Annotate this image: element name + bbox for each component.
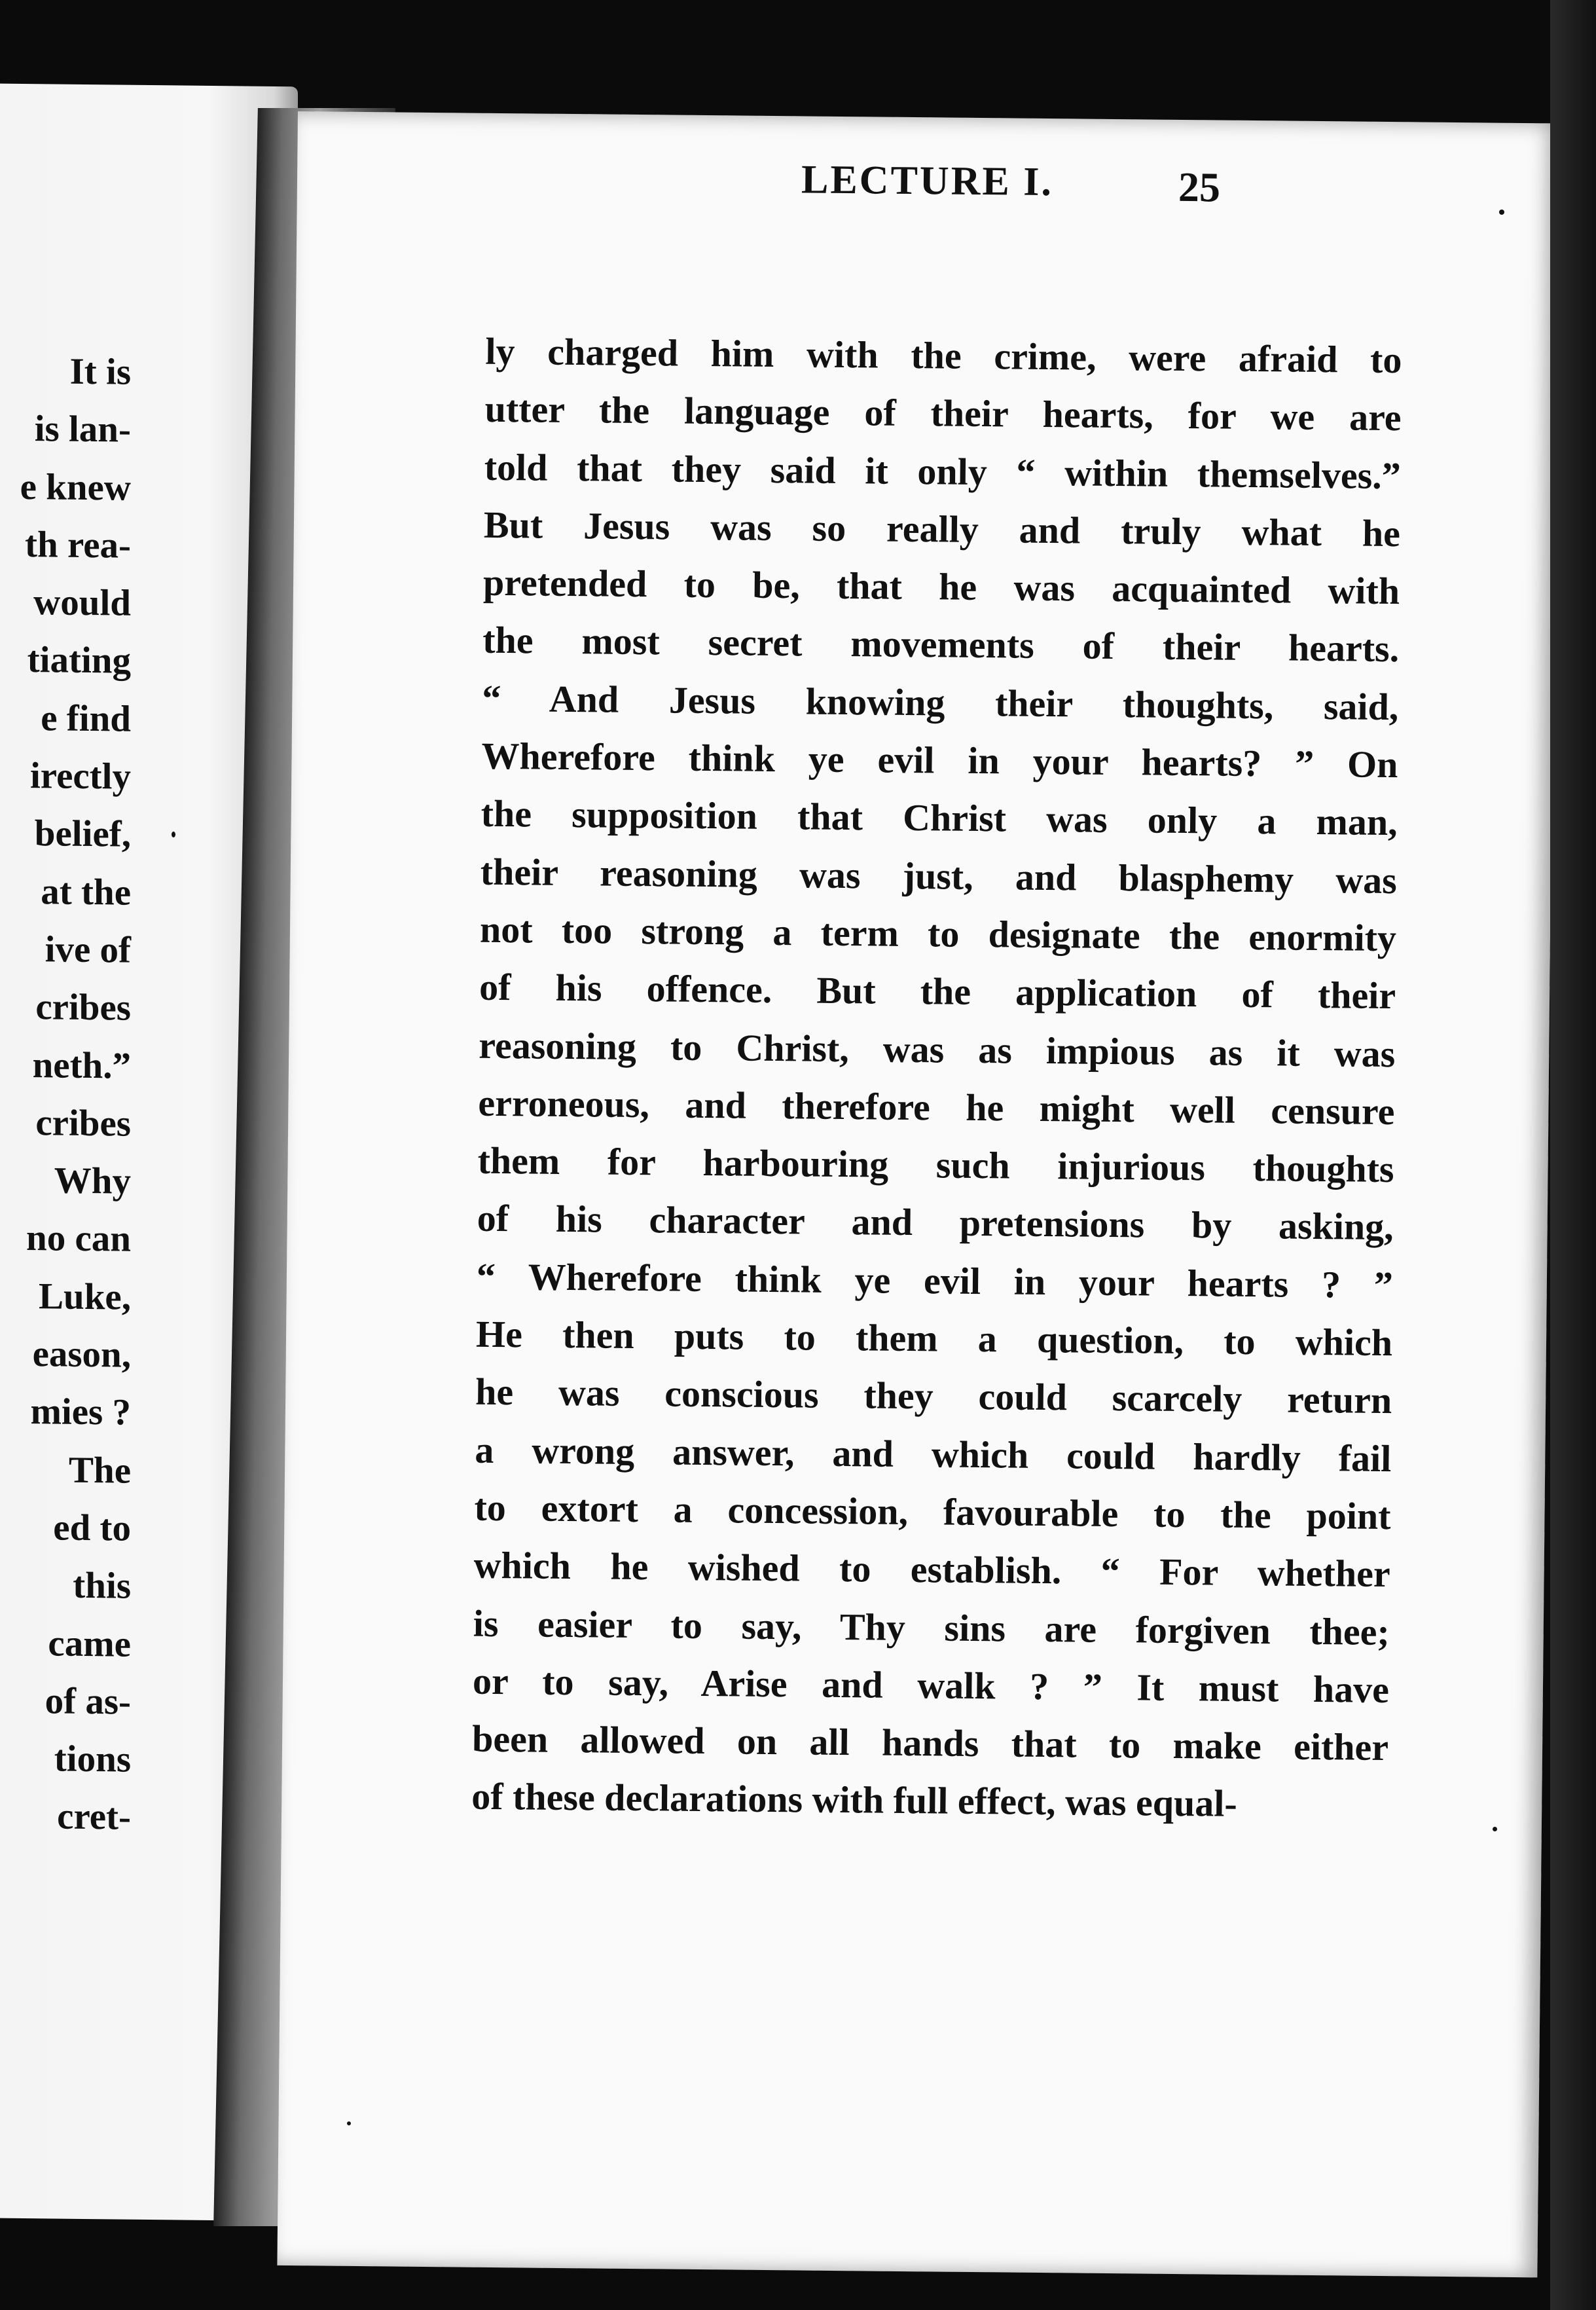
body-line: to extort a concession, favourable to the point	[474, 1486, 1391, 1538]
left-page-line: e find	[41, 697, 131, 740]
body-line: the most secret movements of their hearts.	[482, 619, 1400, 670]
ink-speck	[347, 2121, 351, 2125]
left-page-line: ed to	[53, 1507, 131, 1549]
body-line: he was conscious they could scarcely return	[475, 1370, 1392, 1422]
body-line: a wrong answer, and which could hardly fail	[475, 1428, 1392, 1480]
left-page-line: of as-	[45, 1680, 131, 1723]
left-page-line: eason,	[32, 1333, 131, 1376]
body-line: of his offence. But the application of their	[479, 965, 1396, 1018]
left-page-line: cribes	[35, 986, 131, 1029]
body-line: them for harbouring such injurious thoughts	[477, 1139, 1394, 1191]
right-page	[277, 111, 1557, 2277]
body-line: not too strong a term to designate the enormity	[479, 908, 1397, 960]
left-page-line: Why	[54, 1160, 131, 1202]
running-head	[395, 153, 1221, 219]
body-line: ly charged him with the crime, were afraid to	[485, 329, 1402, 382]
left-page-line: is lan-	[34, 408, 131, 451]
body-line: utter the language of their hearts, for we are	[484, 388, 1402, 439]
ink-speck	[172, 832, 175, 837]
body-line: reasoning to Christ, was as impious as it was	[479, 1023, 1396, 1075]
left-page-line: The	[68, 1449, 131, 1492]
left-page-line: irectly	[29, 755, 131, 798]
body-line: pretended to be, that he was acquainted with	[482, 560, 1400, 613]
left-page-line: no can	[26, 1217, 131, 1260]
running-head-title: LECTURE I.	[801, 157, 1054, 205]
body-line: But Jesus was so really and truly what he	[483, 503, 1401, 555]
body-line: Wherefore think ye evil in your hearts? ” On	[481, 734, 1398, 786]
body-line: or to say, Arise and walk ? ” It must have	[472, 1659, 1390, 1711]
left-page-line: cret-	[57, 1795, 131, 1839]
left-page-line: th rea-	[25, 523, 131, 566]
body-text	[471, 323, 1402, 1835]
left-page-line: this	[73, 1565, 131, 1607]
left-page-line: neth.”	[32, 1044, 131, 1087]
left-page-line: would	[33, 581, 131, 624]
body-line: their reasoning was just, and blasphemy was	[480, 850, 1398, 902]
left-page-line: mies ?	[30, 1391, 131, 1434]
left-page-line: tions	[54, 1738, 131, 1780]
left-page-line: at the	[41, 870, 131, 913]
body-line: the supposition that Christ was only a man,	[481, 792, 1398, 844]
page-number: 25	[1178, 163, 1221, 211]
body-line: of these declarations with full effect, was equal-	[471, 1775, 1238, 1825]
body-line: which he wished to establish. “ For whether	[473, 1543, 1390, 1596]
left-page-line: It is	[69, 350, 131, 393]
body-line: been allowed on all hands that to make either	[471, 1717, 1389, 1769]
left-page-line: cribes	[35, 1102, 131, 1145]
body-line: “ And Jesus knowing their thoughts, said,	[482, 676, 1399, 728]
right-scan-edge	[1550, 0, 1596, 2310]
body-line: of his character and pretensions by asking,	[477, 1197, 1394, 1249]
left-page-text	[0, 340, 131, 1846]
left-page-line: came	[48, 1622, 131, 1665]
body-line: told that they said it only “ within themselves.”	[484, 445, 1402, 497]
ink-speck	[1499, 210, 1504, 215]
body-line: “ Wherefore think ye evil in your hearts ? ”	[476, 1255, 1394, 1306]
left-page-line: Luke,	[39, 1275, 131, 1318]
ink-speck	[1493, 1827, 1497, 1831]
left-page-line: e knew	[20, 466, 131, 509]
body-line: erroneous, and therefore he might well censure	[478, 1081, 1395, 1133]
left-page-line: tiating	[27, 639, 131, 682]
left-page-line: belief,	[34, 813, 131, 856]
body-line: is easier to say, Thy sins are forgiven thee;	[473, 1602, 1390, 1653]
body-line: He then puts to them a question, to which	[475, 1312, 1393, 1365]
left-page-line: ive of	[45, 928, 131, 971]
